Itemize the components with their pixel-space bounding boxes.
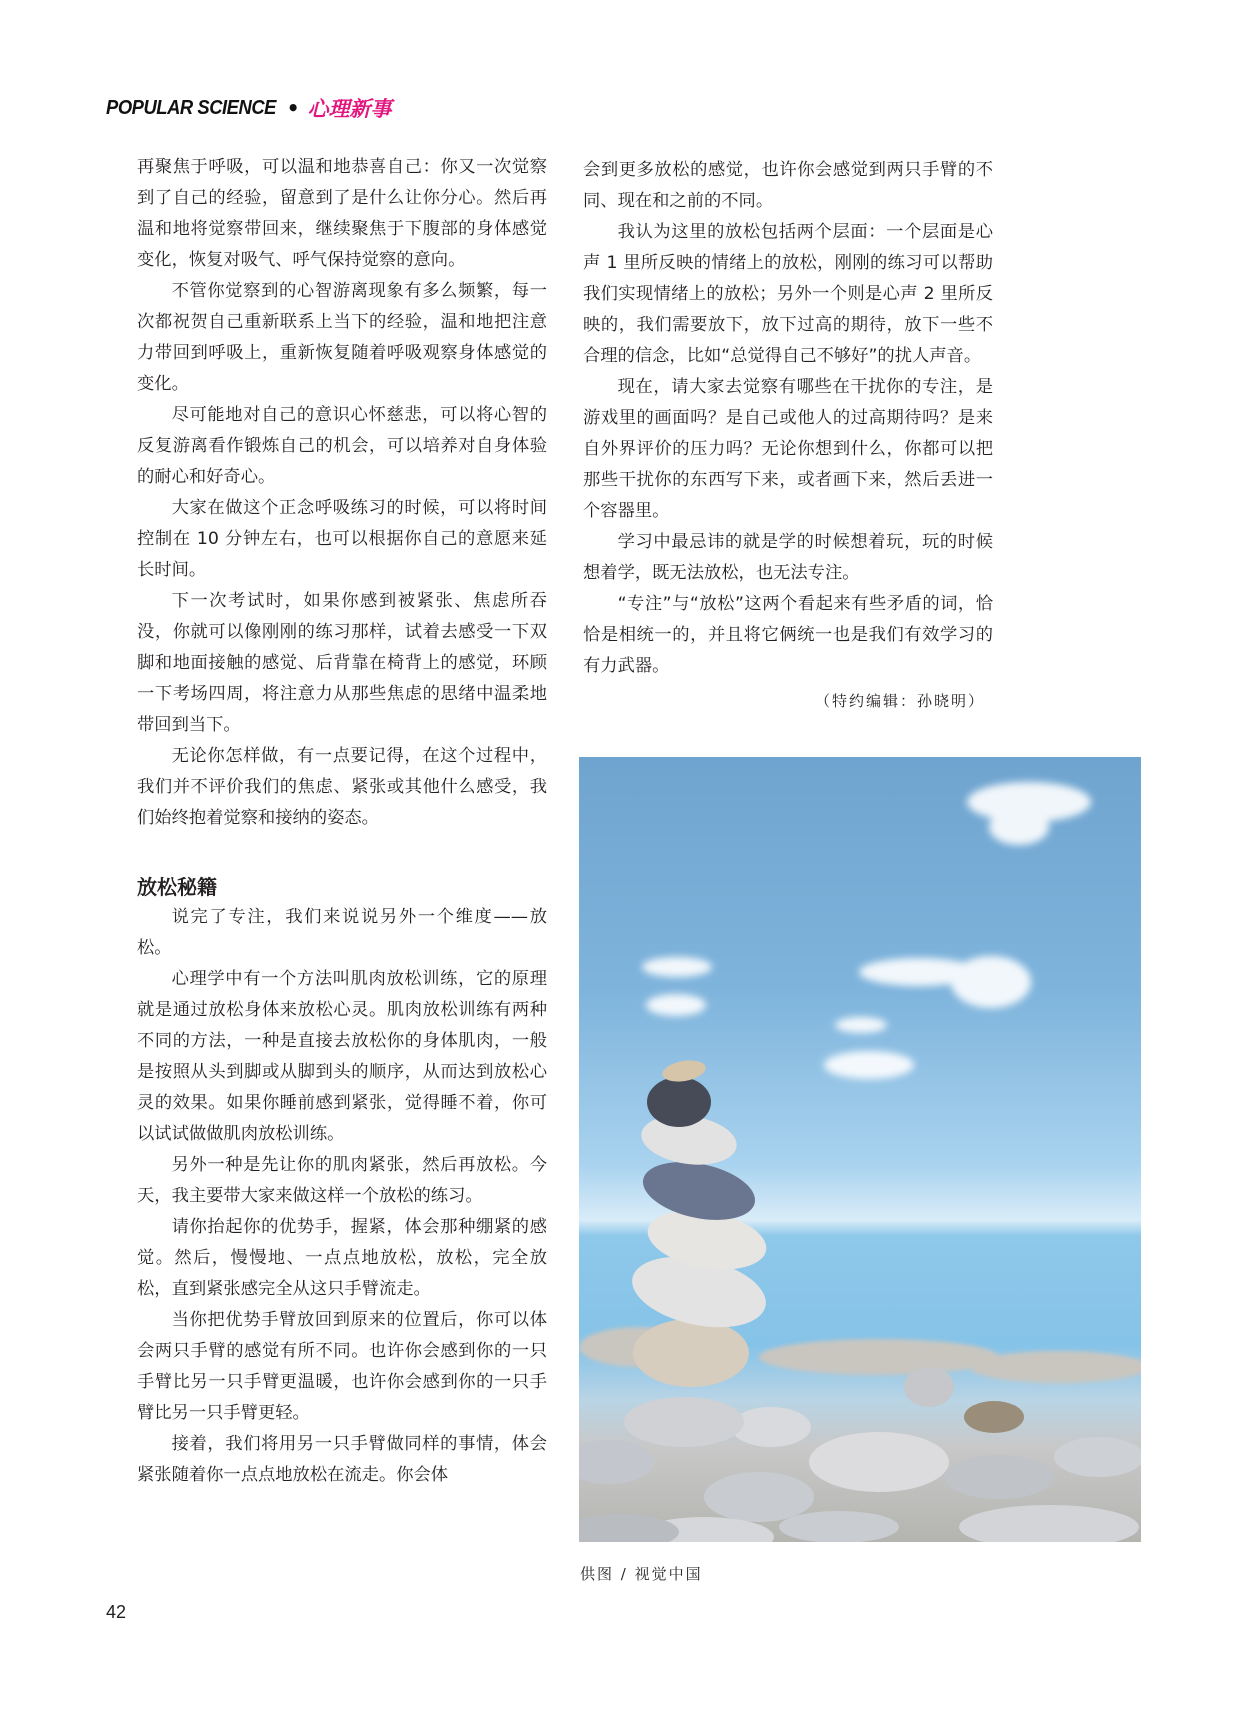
pebble-stack-illustration: [579, 757, 1141, 1542]
paragraph: 尽可能地对自己的意识心怀慈悲，可以将心智的反复游离看作锻炼自己的机会，可以培养对自身体验的耐心和好奇心。: [137, 405, 547, 487]
paragraph: 下一次考试时，如果你感到被紧张、焦虑所吞没，你就可以像刚刚的练习那样，试着去感受一下双脚和地面接触的感觉、后背靠在椅背上的感觉，环顾一下考场四周，将注意力从那些焦虑的思绪中温柔地带回到当下。: [137, 591, 547, 735]
running-header: [106, 93, 392, 123]
magazine-brand: POPULAR SCIENCE: [106, 96, 276, 119]
section-heading: 放松秘籍: [137, 875, 217, 899]
paragraph: 无论你怎样做，有一点要记得，在这个过程中，我们并不评价我们的焦虑、紧张或其他什么感受，我们始终抱着觉察和接纳的姿态。: [137, 746, 547, 828]
paragraph: “专注”与“放松”这两个看起来有些矛盾的词，恰恰是相统一的，并且将它俩统一也是我们有效学习的有力武器。: [583, 594, 993, 676]
right-column: [583, 155, 993, 717]
paragraph: 心理学中有一个方法叫肌肉放松训练，它的原理就是通过放松身体来放松心灵。肌肉放松训练有两种不同的方法，一种是直接去放松你的身体肌肉，一般是按照从头到脚或从脚到头的顺序，从而达到放松心灵的效果。如果你睡前感到紧张，觉得睡不着，你可以试试做做肌肉放松训练。: [137, 969, 547, 1144]
stacked-stones-photo: [579, 757, 1141, 1542]
editor-credit: （特约编辑：孙晓明）: [814, 692, 985, 710]
page-number: 42: [106, 1602, 127, 1622]
paragraph-continuation: 会到更多放松的感觉，也许你会感觉到两只手臂的不同、现在和之前的不同。: [583, 160, 993, 211]
paragraph: 学习中最忌讳的就是学的时候想着玩，玩的时候想着学，既无法放松，也无法专注。: [583, 532, 993, 583]
photo-credit: 供图 / 视觉中国: [580, 1565, 703, 1583]
section-title: 心理新事: [307, 97, 392, 121]
paragraph: 大家在做这个正念呼吸练习的时候，可以将时间控制在 10 分钟左右，也可以根据你自己的意愿来延长时间。: [137, 498, 547, 580]
paragraph: 再聚焦于呼吸，可以温和地恭喜自己：你又一次觉察到了自己的经验，留意到了是什么让你分心。然后再温和地将觉察带回来，继续聚焦于下腹部的身体感觉变化，恢复对吸气、呼气保持觉察的意向。: [137, 157, 547, 270]
paragraph: 当你把优势手臂放回到原来的位置后，你可以体会两只手臂的感觉有所不同。也许你会感到你的一只手臂比另一只手臂更温暖，也许你会感到你的一只手臂比另一只手臂更轻。: [137, 1310, 547, 1423]
paragraph: 接着，我们将用另一只手臂做同样的事情，体会紧张随着你一点点地放松在流走。你会体: [137, 1434, 547, 1485]
paragraph: 现在，请大家去觉察有哪些在干扰你的专注，是游戏里的画面吗？是自己或他人的过高期待吗？是来自外界评价的压力吗？无论你想到什么，你都可以把那些干扰你的东西写下来，或者画下来，然后丢进一个容器里。: [583, 377, 993, 521]
header-separator: •: [286, 96, 300, 120]
paragraph: 我认为这里的放松包括两个层面：一个层面是心声 1 里所反映的情绪上的放松，刚刚的练习可以帮助我们实现情绪上的放松；另外一个则是心声 2 里所反映的，我们需要放下，放下过高的期待，放下一些不合理的信念，比如“总觉得自己不够好”的扰人声音。: [583, 222, 993, 366]
paragraph: 说完了专注，我们来说说另外一个维度——放松。: [137, 907, 547, 958]
paragraph: 请你抬起你的优势手，握紧，体会那种绷紧的感觉。然后，慢慢地、一点点地放松，放松，完全放松，直到紧张感完全从这只手臂流走。: [137, 1217, 547, 1299]
paragraph: 不管你觉察到的心智游离现象有多么频繁，每一次都祝贺自己重新联系上当下的经验，温和地把注意力带回到呼吸上，重新恢复随着呼吸观察身体感觉的变化。: [137, 281, 547, 394]
paragraph: 另外一种是先让你的肌肉紧张，然后再放松。今天，我主要带大家来做这样一个放松的练习。: [137, 1155, 547, 1206]
left-column: [137, 152, 547, 1491]
